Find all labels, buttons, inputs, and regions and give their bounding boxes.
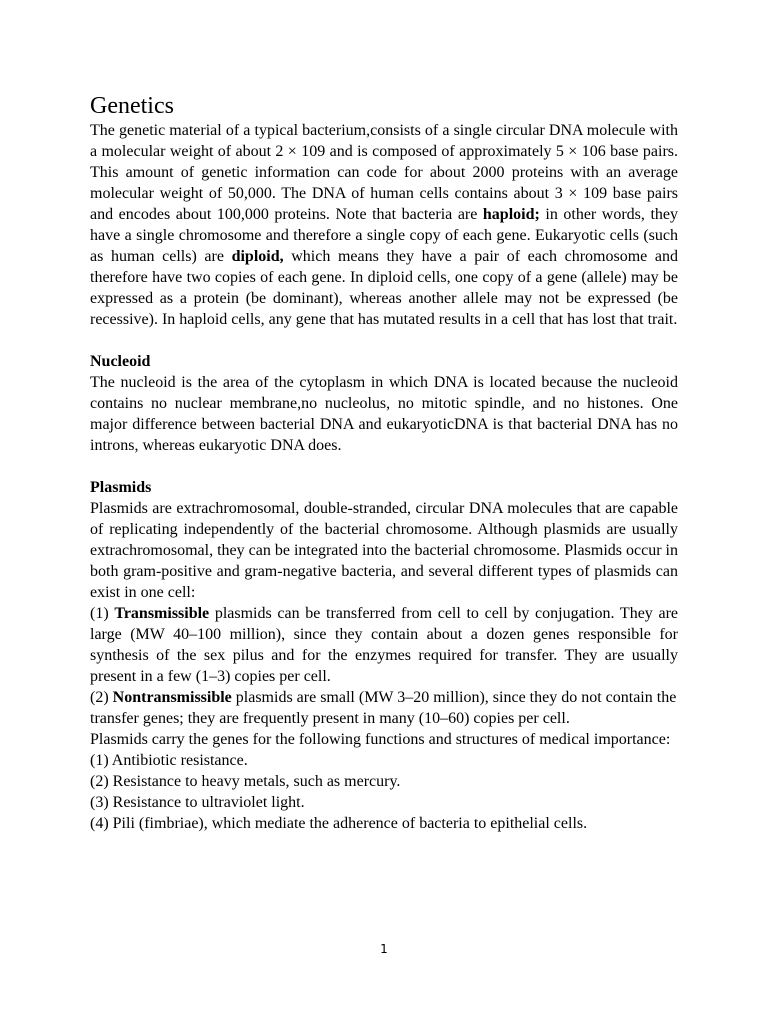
plasmids-heading: Plasmids [90, 479, 152, 496]
item-text: plasmids are small (MW 3–20 million), since they do not contain the transfer genes; they are frequently present in many (10–60) copies per cell. [90, 689, 677, 727]
functions-intro: Plasmids carry the genes for the following functions and structures of medical importance: [90, 731, 671, 748]
page-title: Genetics [90, 93, 174, 119]
plasmid-type-item-2 [90, 687, 678, 729]
nontransmissible-term: Nontransmissible [112, 689, 232, 706]
plasmids-intro-paragraph: Plasmids are extrachromosomal, double-stranded, circular DNA molecules that are capable of replicating independently of the bacterial chromosome. Although plasmids are usually extrachromosomal, they can be integrated into the bacterial chromosome. Plasmids occur in both gram-positive and gram-negative bacteria, and several different types of plasmids can exist in one cell: [90, 500, 678, 601]
item-text: plasmids can be transferred from cell to cell by conjugation. They are large (MW 40–100 million), since they contain about a dozen genes responsible for synthesis of the sex pilus and for the enzymes required for transfer. They are usually present in a few (1–3) copies per cell. [90, 605, 679, 685]
function-item-4: (4) Pili (fimbriae), which mediate the adherence of bacteria to epithelial cells. [90, 815, 588, 832]
page-number: 1 [380, 942, 388, 956]
spacer [90, 456, 678, 477]
item-number: (1) [90, 605, 115, 622]
item-number: (2) [90, 689, 113, 706]
spacer [90, 330, 678, 351]
haploid-term: haploid; [482, 206, 540, 223]
intro-paragraph [90, 120, 678, 330]
intro-text-1: The genetic material of a typical bacterium,consists of a single circular DNA molecule with a molecular weight of about 2 × 109 and is composed of approximately 5 × 106 base pairs. This amount of genetic information can code for about 2000 proteins with an average molecular weight of 50,000. The DNA of human cells contains about 3 × 109 base pairs and encodes about 100,000 proteins. Note that bacteria are [90, 122, 678, 223]
transmissible-term: Transmissible [114, 605, 210, 622]
function-item-2: (2) Resistance to heavy metals, such as mercury. [90, 773, 401, 790]
plasmid-type-item-1 [90, 603, 678, 687]
nucleoid-paragraph: The nucleoid is the area of the cytoplasm in which DNA is located because the nucleoid contains no nuclear membrane,no nucleolus, no mitotic spindle, and no histones. One major difference between bacterial DNA and eukaryoticDNA is that bacterial DNA has no introns, whereas eukaryotic DNA does. [90, 374, 678, 454]
diploid-term: diploid, [231, 248, 284, 265]
function-item-3: (3) Resistance to ultraviolet light. [90, 794, 305, 811]
nucleoid-heading: Nucleoid [90, 353, 151, 370]
function-item-1: (1) Antibiotic resistance. [90, 752, 248, 769]
intro-text-2: in other words, they have a single chromosome and therefore a single copy of each gene. Eukaryotic cells (such as human cells) are [90, 206, 678, 265]
intro-text-3: which means they have a pair of each chromosome and therefore have two copies of each gene. In diploid cells, one copy of a gene (allele) may be expressed as a protein (be dominant), whereas another allele may not be expressed (be recessive). In haploid cells, any gene that has mutated results in a cell that has lost that trait. [90, 248, 678, 328]
